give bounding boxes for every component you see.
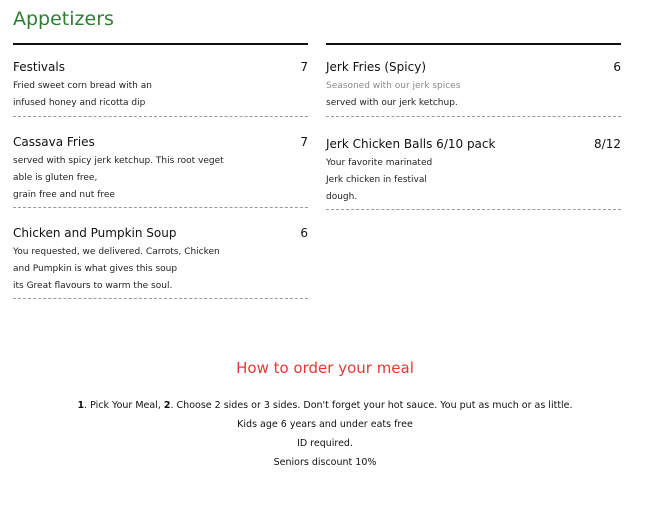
order-instructions-title: How to order your meal bbox=[236, 359, 414, 377]
item-description-line: its Great flavours to warm the soul. bbox=[13, 281, 173, 291]
seniors-discount-line: Seniors discount 10% bbox=[273, 457, 377, 468]
item-price: 7 bbox=[300, 60, 308, 74]
item-description-line: Seasoned with our jerk spices bbox=[326, 81, 461, 91]
step-1-number: 1 bbox=[77, 400, 85, 411]
item-name: Festivals bbox=[13, 60, 65, 74]
menu-item-festivals bbox=[13, 45, 308, 117]
section-title-appetizers: Appetizers bbox=[13, 8, 114, 30]
item-description-line: Jerk chicken in festival bbox=[326, 175, 427, 185]
menu-column-right bbox=[326, 43, 621, 210]
item-price: 6 bbox=[300, 226, 308, 240]
item-name: Cassava Fries bbox=[13, 135, 95, 149]
item-description-line: served with spicy jerk ketchup. This root veget bbox=[13, 156, 224, 166]
item-name: Jerk Fries (Spicy) bbox=[326, 60, 426, 74]
menu-item-chicken-pumpkin-soup bbox=[13, 208, 308, 299]
order-instructions bbox=[0, 396, 650, 472]
menu-column-left bbox=[13, 43, 308, 299]
step-2-text: . Choose 2 sides or 3 sides. Don't forget your hot sauce. You put as much or as little. bbox=[170, 400, 573, 411]
item-price: 8/12 bbox=[594, 137, 621, 151]
item-description-line: Fried sweet corn bread with an bbox=[13, 81, 152, 91]
id-required-line: ID required. bbox=[297, 438, 353, 449]
menu-item-jerk-fries bbox=[326, 45, 621, 117]
item-name: Jerk Chicken Balls 6/10 pack bbox=[326, 137, 496, 151]
item-description-line: You requested, we delivered. Carrots, Chicken bbox=[13, 247, 220, 257]
item-description-line: infused honey and ricotta dip bbox=[13, 98, 146, 108]
item-name: Chicken and Pumpkin Soup bbox=[13, 226, 177, 240]
menu-item-jerk-chicken-balls bbox=[326, 117, 621, 210]
item-description-line: grain free and nut free bbox=[13, 190, 115, 200]
item-description-line: dough. bbox=[326, 192, 358, 202]
item-description-line: served with our jerk ketchup. bbox=[326, 98, 458, 108]
order-steps-line bbox=[0, 396, 650, 415]
menu-item-cassava-fries bbox=[13, 117, 308, 208]
step-2-number: 2 bbox=[163, 400, 171, 411]
kids-policy-line: Kids age 6 years and under eats free bbox=[237, 419, 413, 430]
step-1-text: . Pick Your Meal, bbox=[84, 400, 164, 411]
item-description-line: and Pumpkin is what gives this soup bbox=[13, 264, 178, 274]
item-description-line: able is gluten free, bbox=[13, 173, 98, 183]
item-price: 6 bbox=[613, 60, 621, 74]
item-description-line: Your favorite marinated bbox=[326, 158, 433, 168]
item-price: 7 bbox=[300, 135, 308, 149]
